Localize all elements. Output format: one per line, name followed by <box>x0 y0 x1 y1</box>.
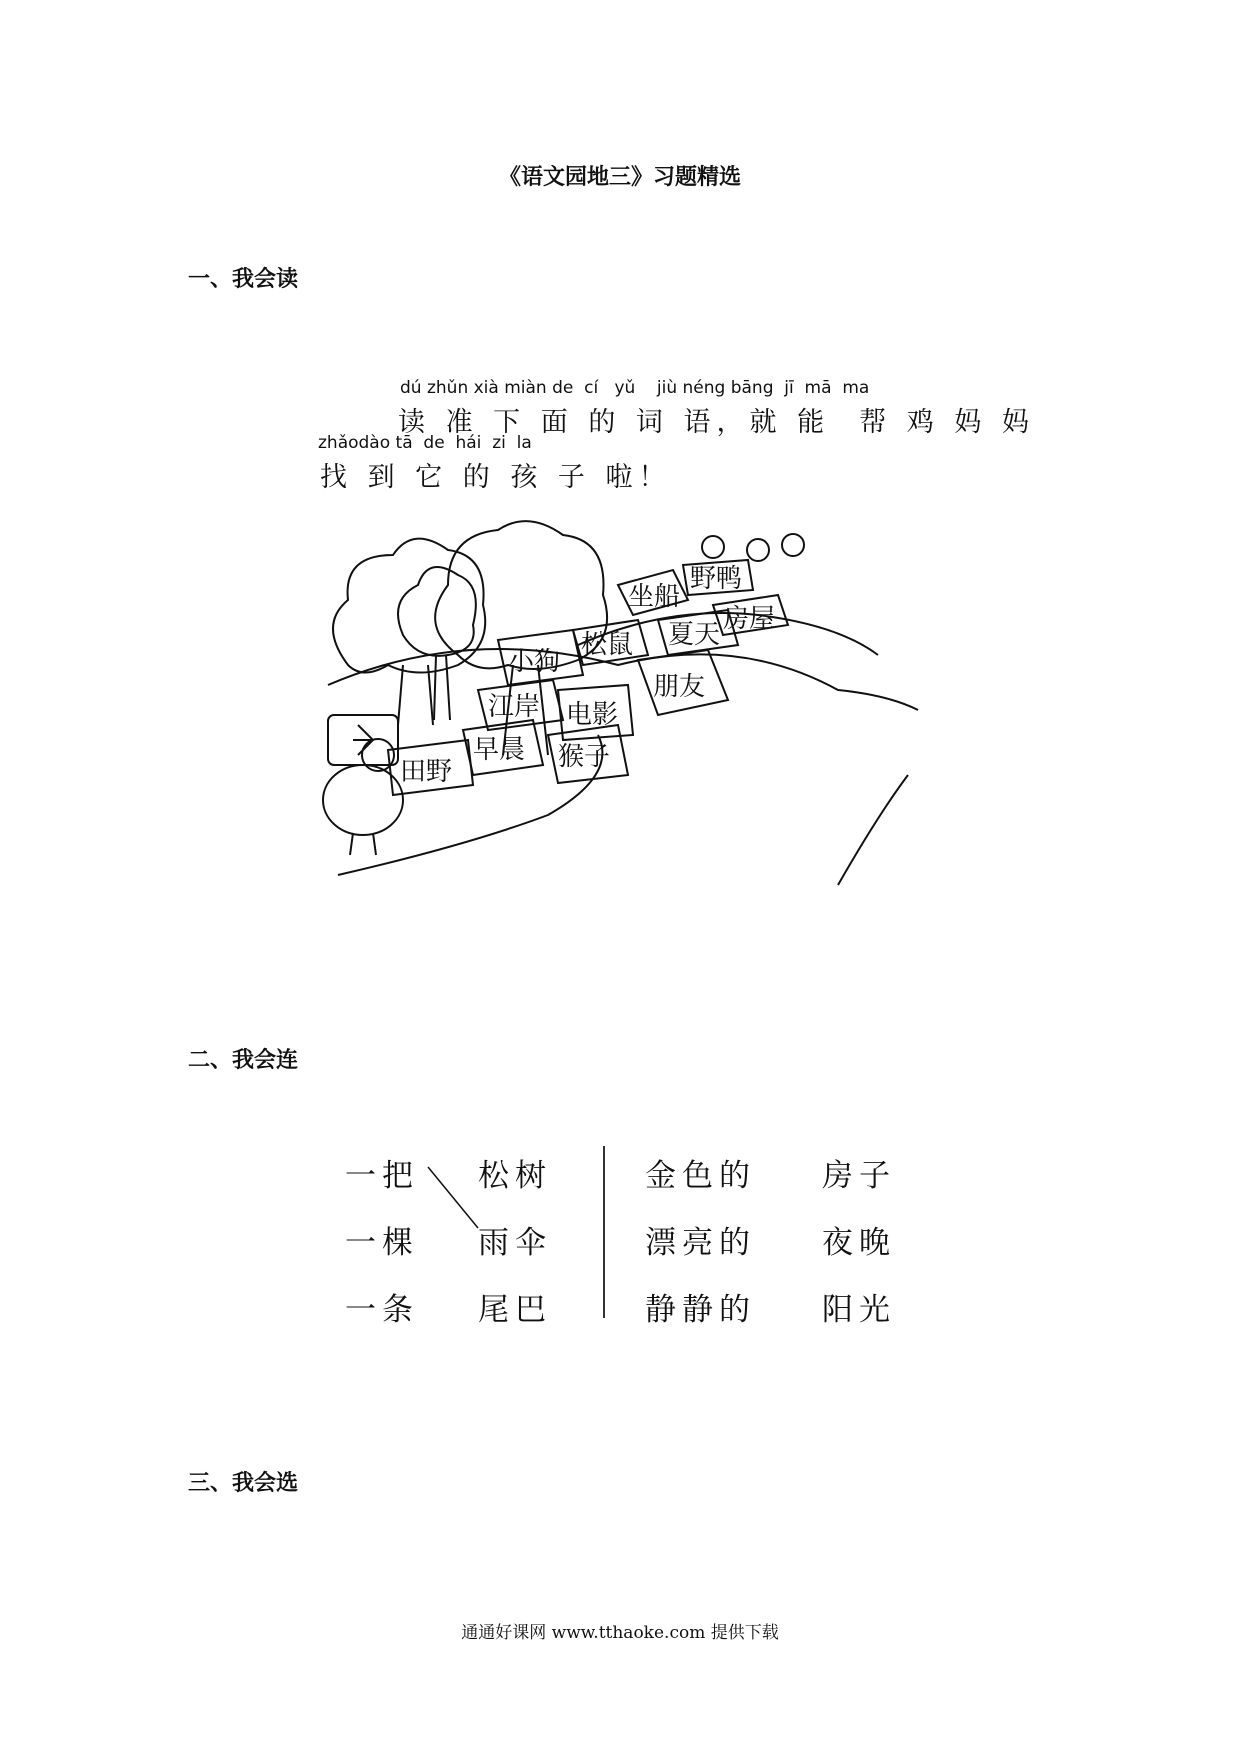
card-xiatian: 夏天 <box>668 620 721 650</box>
pinyin-line-1: dú zhǔn xià miàn de cí yǔ jiù néng bāng jī mā ma <box>400 378 870 398</box>
card-zuochuan: 坐船 <box>628 582 681 612</box>
noun-left-1: 松树 <box>478 1158 552 1194</box>
quantifier-3: 一条 <box>345 1292 419 1328</box>
hen-path-illustration <box>318 515 923 895</box>
card-songshu: 松鼠 <box>581 630 634 660</box>
card-xiaogou: 小狗 <box>508 647 561 677</box>
adjective-2: 漂亮的 <box>645 1225 756 1261</box>
quantifier-1: 一把 <box>345 1158 419 1194</box>
card-jiangan: 江岸 <box>488 692 541 722</box>
card-tianye: 田野 <box>400 757 453 787</box>
tree-left <box>333 539 485 725</box>
hanzi-line-2: 找 到 它 的 孩 子 啦！ <box>320 462 672 493</box>
section-heading-match: 二、我会连 <box>188 1048 299 1073</box>
hanzi-line-1: 读 准 下 面 的 词 语，就 能 帮 鸡 妈 妈 <box>398 407 1035 438</box>
section-heading-choose: 三、我会选 <box>188 1471 299 1496</box>
pinyin-line-2: zhǎodào tā de hái zi la <box>318 433 532 453</box>
quantifier-2: 一棵 <box>345 1225 419 1261</box>
section-heading-read: 一、我会读 <box>188 267 299 292</box>
card-fangwu: 房屋 <box>723 604 776 634</box>
tree-middle <box>398 567 476 720</box>
card-dianying: 电影 <box>566 700 619 730</box>
card-yeya: 野鸭 <box>690 564 743 594</box>
footer-source: 通通好课网 www.tthaoke.com 提供下载 <box>461 1623 779 1643</box>
card-pengyou: 朋友 <box>653 672 706 702</box>
noun-left-3: 尾巴 <box>478 1292 552 1328</box>
adjective-3: 静静的 <box>645 1292 756 1328</box>
card-zaochen: 早晨 <box>473 735 526 765</box>
page-title: 《语文园地三》习题精选 <box>498 165 741 190</box>
noun-right-1: 房子 <box>822 1158 896 1194</box>
noun-right-3: 阳光 <box>822 1292 896 1328</box>
card-houzi: 猴子 <box>558 742 611 772</box>
noun-right-2: 夜晚 <box>822 1225 896 1261</box>
chicks <box>702 534 804 561</box>
column-divider <box>603 1146 605 1318</box>
adjective-1: 金色的 <box>645 1158 756 1194</box>
noun-left-2: 雨伞 <box>478 1225 552 1261</box>
